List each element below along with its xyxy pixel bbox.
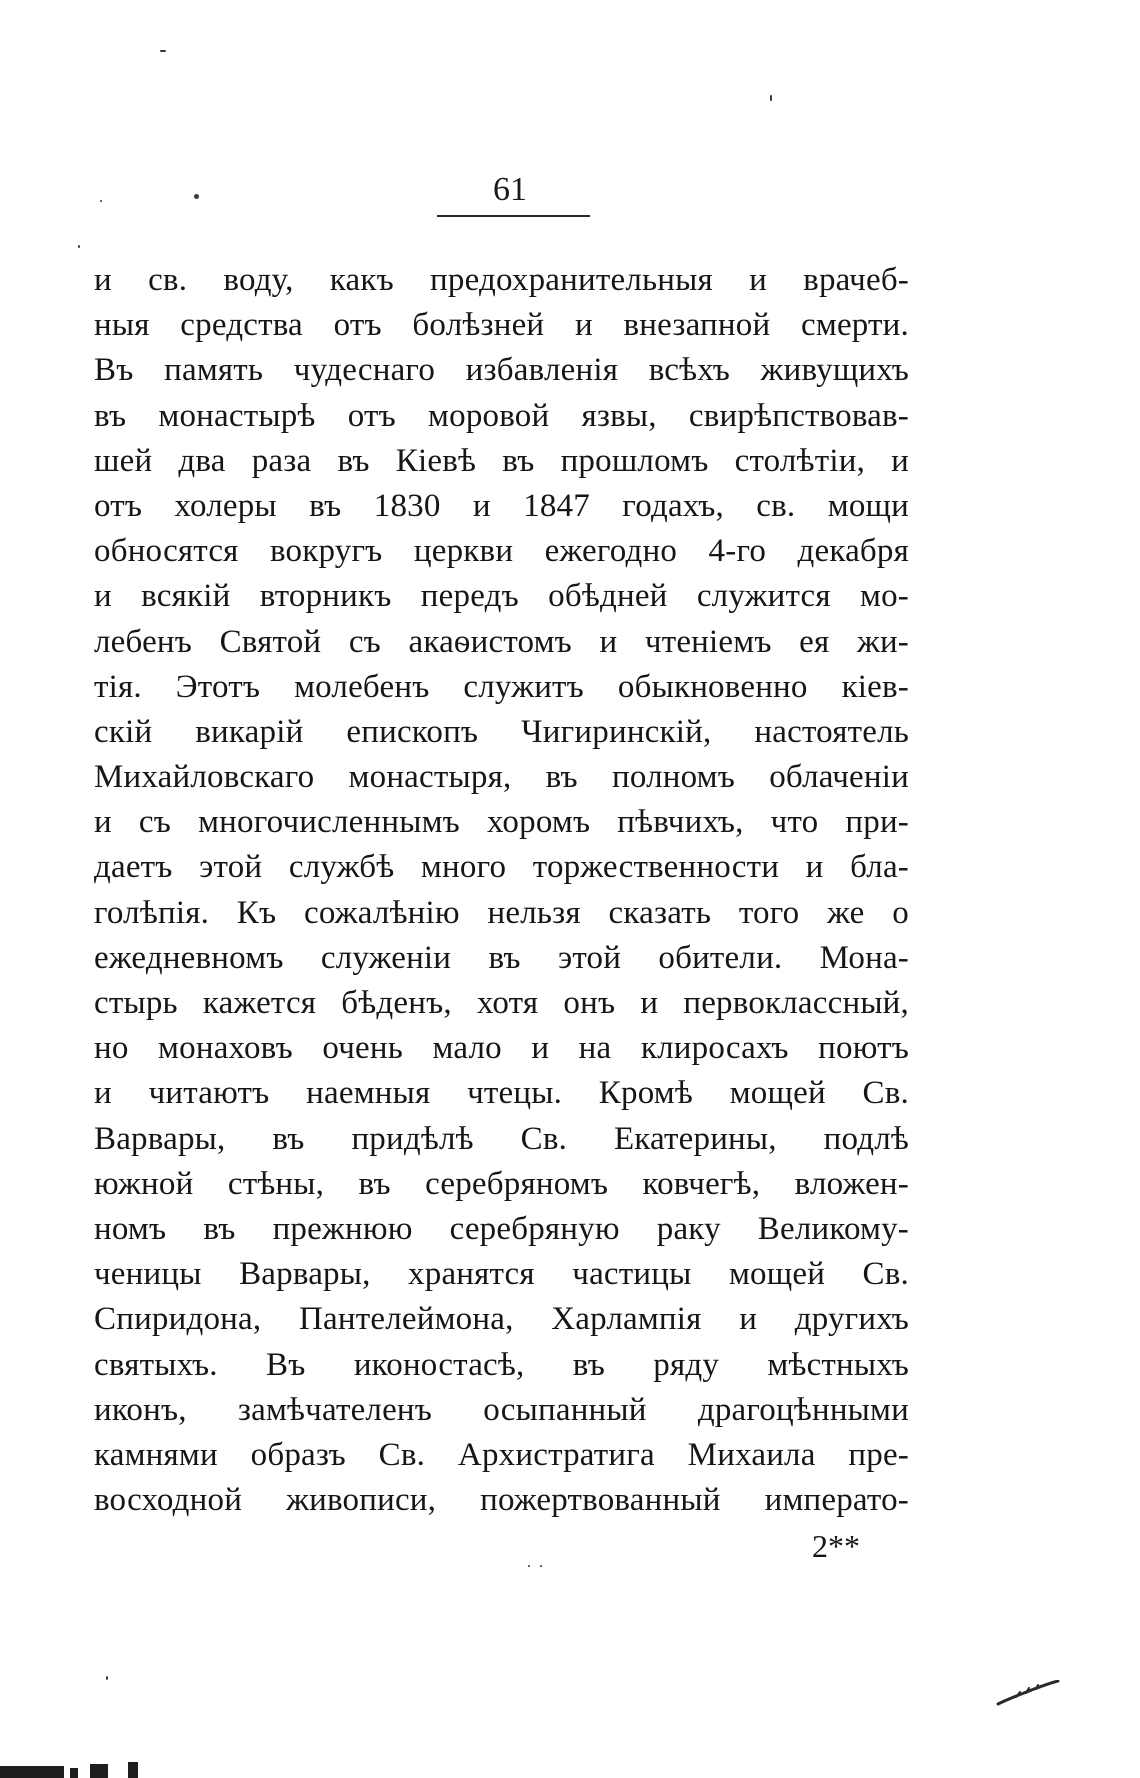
ink-stroke-mark <box>996 1680 1060 1706</box>
text-line: шей два раза въ Кіевѣ въ прошломъ столѣтіи, и <box>94 442 909 479</box>
text-line: Варвары, въ придѣлѣ Св. Екатерины, подлѣ <box>94 1120 909 1157</box>
scan-speck <box>770 95 772 101</box>
text-line: и съ многочисленнымъ хоромъ пѣвчихъ, что при- <box>94 804 909 841</box>
scan-speck <box>540 1565 542 1567</box>
text-line: обносятся вокругъ церкви ежегодно 4-го декабря <box>94 533 909 570</box>
text-line: иконъ, замѣчателенъ осыпанный драгоцѣнными <box>94 1391 909 1428</box>
text-line: въ монастырѣ отъ моровой язвы, свирѣпствовав- <box>94 397 909 434</box>
text-line: отъ холеры въ 1830 и 1847 годахъ, св. мощи <box>94 487 909 524</box>
text-line: южной стѣны, въ серебряномъ ковчегѣ, вложен- <box>94 1165 909 1202</box>
text-line: ежедневномъ служеніи въ этой обители. Мона- <box>94 939 909 976</box>
text-line: Въ память чудеснаго избавленія всѣхъ живущихъ <box>94 352 909 389</box>
text-line: скій викарій епископъ Чигиринскій, настоятель <box>94 713 909 750</box>
text-line: и читаютъ наемныя чтецы. Кромѣ мощей Св. <box>94 1075 909 1112</box>
scan-edge-blot <box>0 1758 150 1778</box>
body-text <box>94 258 909 1523</box>
text-line: и всякій вторникъ передъ обѣдней служится мо- <box>94 578 909 615</box>
scan-speck <box>528 1565 530 1567</box>
text-line: номъ въ прежнюю серебряную раку Великому- <box>94 1210 909 1247</box>
scan-speck <box>106 1676 108 1680</box>
text-line: Михайловскаго монастыря, въ полномъ облаченіи <box>94 759 909 796</box>
scan-speck <box>100 200 102 202</box>
text-line: и св. воду, какъ предохранительныя и врачеб- <box>94 262 909 298</box>
text-line: святыхъ. Въ иконостасѣ, въ ряду мѣстныхъ <box>94 1346 909 1383</box>
text-line: стырь кажется бѣденъ, хотя онъ и первоклассный, <box>94 985 909 1021</box>
text-line: камнями образъ Св. Архистратига Михаила пре- <box>94 1436 909 1473</box>
page-number-rule <box>437 215 590 217</box>
text-line: ченицы Варвары, хранятся частицы мощей Св. <box>94 1256 909 1293</box>
scan-speck <box>78 245 80 248</box>
text-line: восходной живописи, пожертвованный императо- <box>94 1482 909 1519</box>
text-line: лебенъ Святой съ акаѳистомъ и чтеніемъ ея жи- <box>94 623 909 660</box>
text-line: ныя средства отъ болѣзней и внезапной смерти. <box>94 307 909 344</box>
text-line: тія. Этотъ молебенъ служитъ обыкновенно кіев- <box>94 668 909 705</box>
text-line: голѣпія. Къ сожалѣнію нельзя сказать того же о <box>94 894 909 931</box>
text-line: Спиридона, Пантелеймона, Харлампія и другихъ <box>94 1301 909 1338</box>
scan-speck <box>194 194 199 199</box>
scan-speck <box>160 50 166 52</box>
signature-mark: 2** <box>812 1528 860 1564</box>
page-number: 61 <box>493 171 527 208</box>
text-line: но монаховъ очень мало и на клиросахъ поютъ <box>94 1030 909 1067</box>
text-line: даетъ этой службѣ много торжественности и бла- <box>94 849 909 886</box>
